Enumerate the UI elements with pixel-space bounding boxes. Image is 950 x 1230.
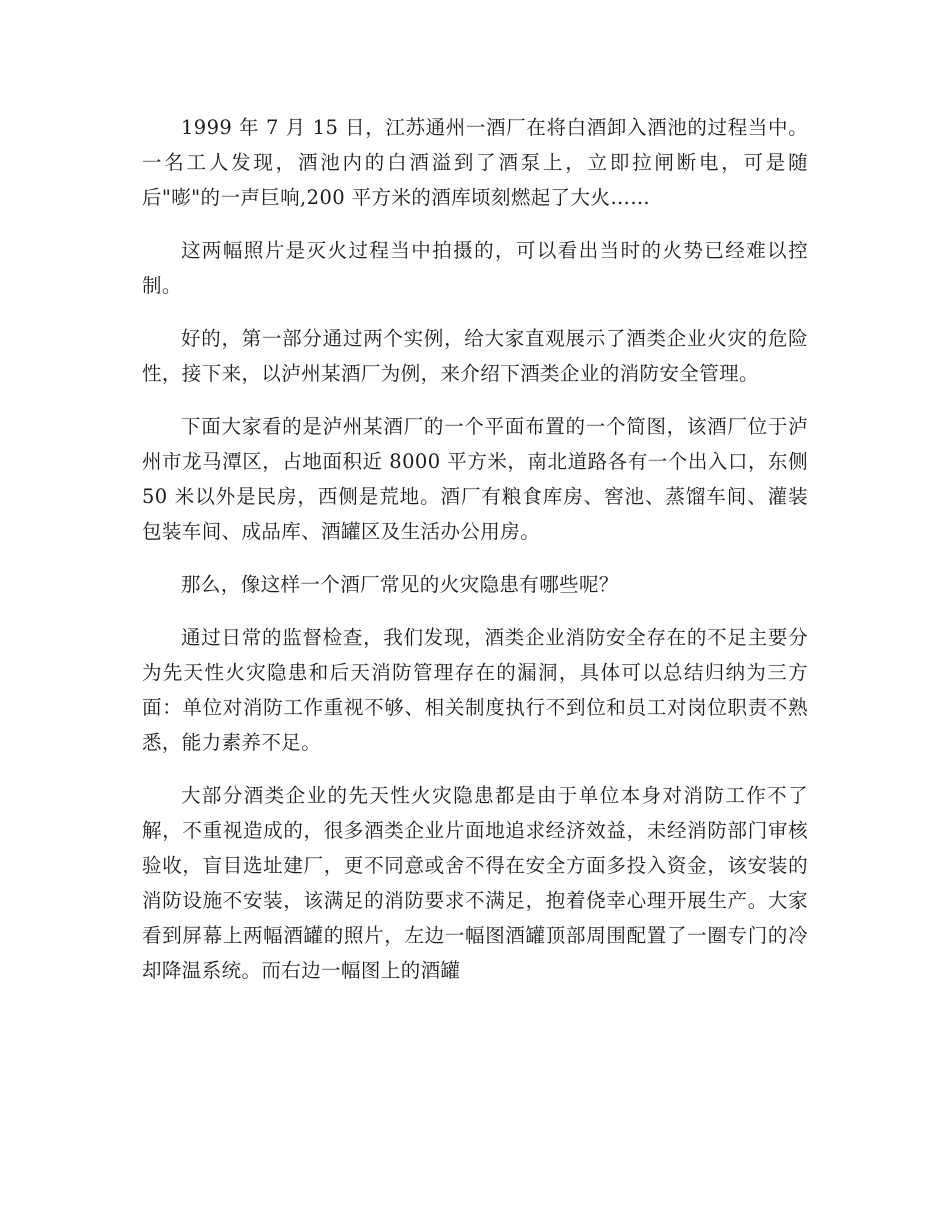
- paragraph-6: 通过日常的监督检查，我们发现，酒类企业消防安全存在的不足主要分为先天性火灾隐患和后天消防管理存在的漏洞，具体可以总结归纳为三方面：单位对消防工作重视不够、相关制度执行不到位和员工对岗位职责不熟悉，能力素养不足。: [142, 626, 808, 754]
- document-body: [142, 110, 808, 1006]
- paragraph-7: 大部分酒类企业的先天性火灾隐患都是由于单位本身对消防工作不了解，不重视造成的，很多酒类企业片面地追求经济效益，未经消防部门审核验收，盲目选址建厂，更不同意或舍不得在安全方面多投入资金，该安装的消防设施不安装，该满足的消防要求不满足，抱着侥幸心理开展生产。大家看到屏幕上两幅酒罐的照片，左边一幅图酒罐顶部周围配置了一圈专门的冷却降温系统。而右边一幅图上的酒罐: [142, 784, 808, 982]
- paragraph-5: 那么，像这样一个酒厂常见的火灾隐患有哪些呢？: [181, 573, 619, 596]
- paragraph-3: 好的，第一部分通过两个实例，给大家直观展示了酒类企业火灾的危险性，接下来，以泸州某酒厂为例，来介绍下酒类企业的消防安全管理。: [142, 327, 808, 385]
- paragraph-4: 下面大家看的是泸州某酒厂的一个平面布置的一个简图，该酒厂位于泸州市龙马潭区，占地面积近 8000 平方米，南北道路各有一个出入口，东侧 50 米以外是民房，西侧是荒地。酒厂有粮食库房、窖池、蒸馏车间、灌装包装车间、成品库、酒罐区及生活办公用房。: [142, 415, 808, 543]
- paragraph-1: 1999 年 7 月 15 日，江苏通州一酒厂在将白酒卸入酒池的过程当中。一名工人发现，酒池内的白酒溢到了酒泵上，立即拉闸断电，可是随后"嘭"的一声巨响,200 平方米的酒库顷刻燃起了大火……: [142, 116, 808, 209]
- paragraph-2: 这两幅照片是灭火过程当中拍摄的，可以看出当时的火势已经难以控制。: [142, 239, 808, 297]
